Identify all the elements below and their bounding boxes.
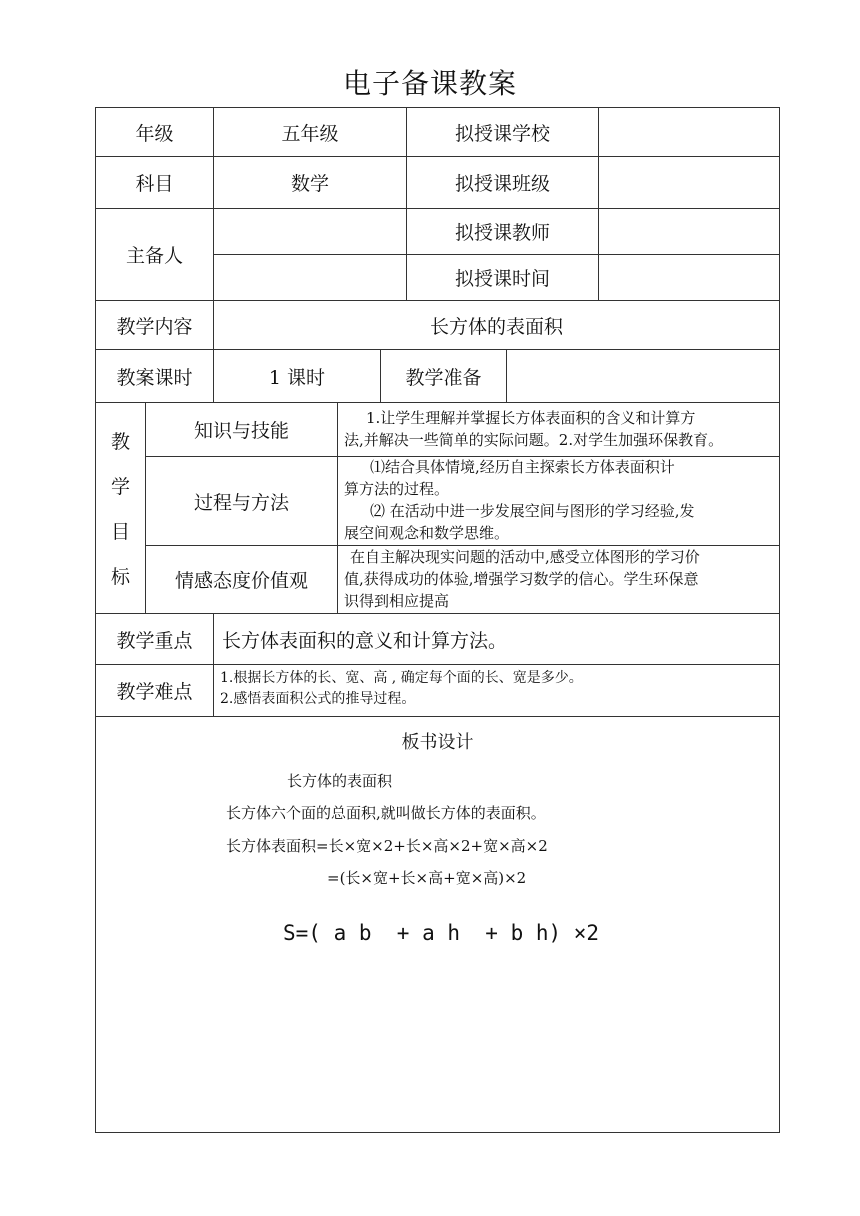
difficulty-line: 2.感悟表面积公式的推导过程。: [220, 691, 416, 707]
key-point-label: 教学重点: [116, 629, 193, 652]
process-text: [344, 456, 776, 544]
knowledge-line: 1.让学生理解并掌握长方体表面积的含义和计算方: [366, 409, 696, 427]
process-line: ⑴结合具体情境,经历自主探索长方体表面积计: [370, 458, 675, 476]
key-point-text: 长方体表面积的意义和计算方法。: [222, 629, 508, 652]
goals-char: 学: [110, 476, 130, 498]
board-formula: S=( a b + a h + b h) ×2: [283, 921, 600, 945]
difficulty-line: 1.根据长方体的长、宽、高 , 确定每个面的长、宽是多少。: [220, 670, 583, 686]
subject-label: 科目: [135, 173, 174, 195]
goals-char: 标: [110, 566, 130, 588]
time-label: 拟授课时间: [454, 268, 550, 290]
class-value[interactable]: [599, 157, 779, 208]
emotion-line: 值,获得成功的体验,增强学习数学的信心。学生环保意: [344, 570, 699, 588]
prep-label: 教学准备: [405, 366, 482, 389]
col-divider-h: [337, 402, 338, 614]
document-title: 电子备课教案: [342, 67, 517, 100]
grade-value: 五年级: [281, 122, 339, 145]
board-line-1: 长方体的表面积: [287, 772, 393, 790]
subject-value: 数学: [290, 173, 329, 195]
process-line: ⑵ 在活动中进一步发展空间与图形的学习经验,发: [370, 502, 695, 520]
knowledge-text: [344, 407, 776, 451]
board-title: 板书设计: [401, 732, 474, 753]
process-label: 过程与方法: [193, 491, 289, 514]
preparer-label: 主备人: [125, 245, 183, 267]
teacher-label: 拟授课教师: [454, 222, 550, 244]
board-line-4: =(长×宽+长×高+宽×高)×2: [327, 869, 527, 887]
col-divider-f: [506, 349, 507, 403]
emotion-text: [344, 546, 778, 612]
school-label: 拟授课学校: [454, 122, 550, 145]
difficulty-text: [220, 668, 775, 710]
hours-label: 教案课时: [116, 366, 193, 389]
content-value: 长方体的表面积: [429, 315, 563, 338]
row-divider-11: [95, 716, 780, 717]
knowledge-label: 知识与技能: [193, 420, 289, 442]
class-label: 拟授课班级: [454, 173, 550, 195]
knowledge-line: 法,并解决一些简单的实际问题。2.对学生加强环保教育。: [344, 431, 724, 449]
goals-char: 教: [110, 431, 130, 453]
content-label: 教学内容: [116, 315, 193, 338]
process-line: 展空间观念和数学思维。: [344, 524, 510, 542]
board-line-2: 长方体六个面的总面积,就叫做长方体的表面积。: [226, 804, 546, 822]
emotion-label: 情感态度价值观: [174, 570, 308, 592]
hours-value: 1 课时: [268, 366, 326, 389]
emotion-line: 在自主解决现实问题的活动中,感受立体图形的学习价: [350, 548, 700, 566]
col-divider-i: [213, 613, 214, 717]
table-border-bottom: [95, 1132, 780, 1133]
table-border-right: [779, 107, 780, 1133]
emotion-line: 识得到相应提高: [344, 592, 450, 610]
board-line-3: 长方体表面积=长×宽×2+长×高×2+宽×高×2: [226, 837, 548, 855]
process-line: 算方法的过程。: [344, 480, 450, 498]
school-value[interactable]: [599, 108, 779, 156]
goals-char: 目: [110, 521, 130, 543]
grade-label: 年级: [135, 122, 174, 145]
goals-label: [97, 404, 144, 612]
difficulty-label: 教学难点: [116, 681, 193, 703]
